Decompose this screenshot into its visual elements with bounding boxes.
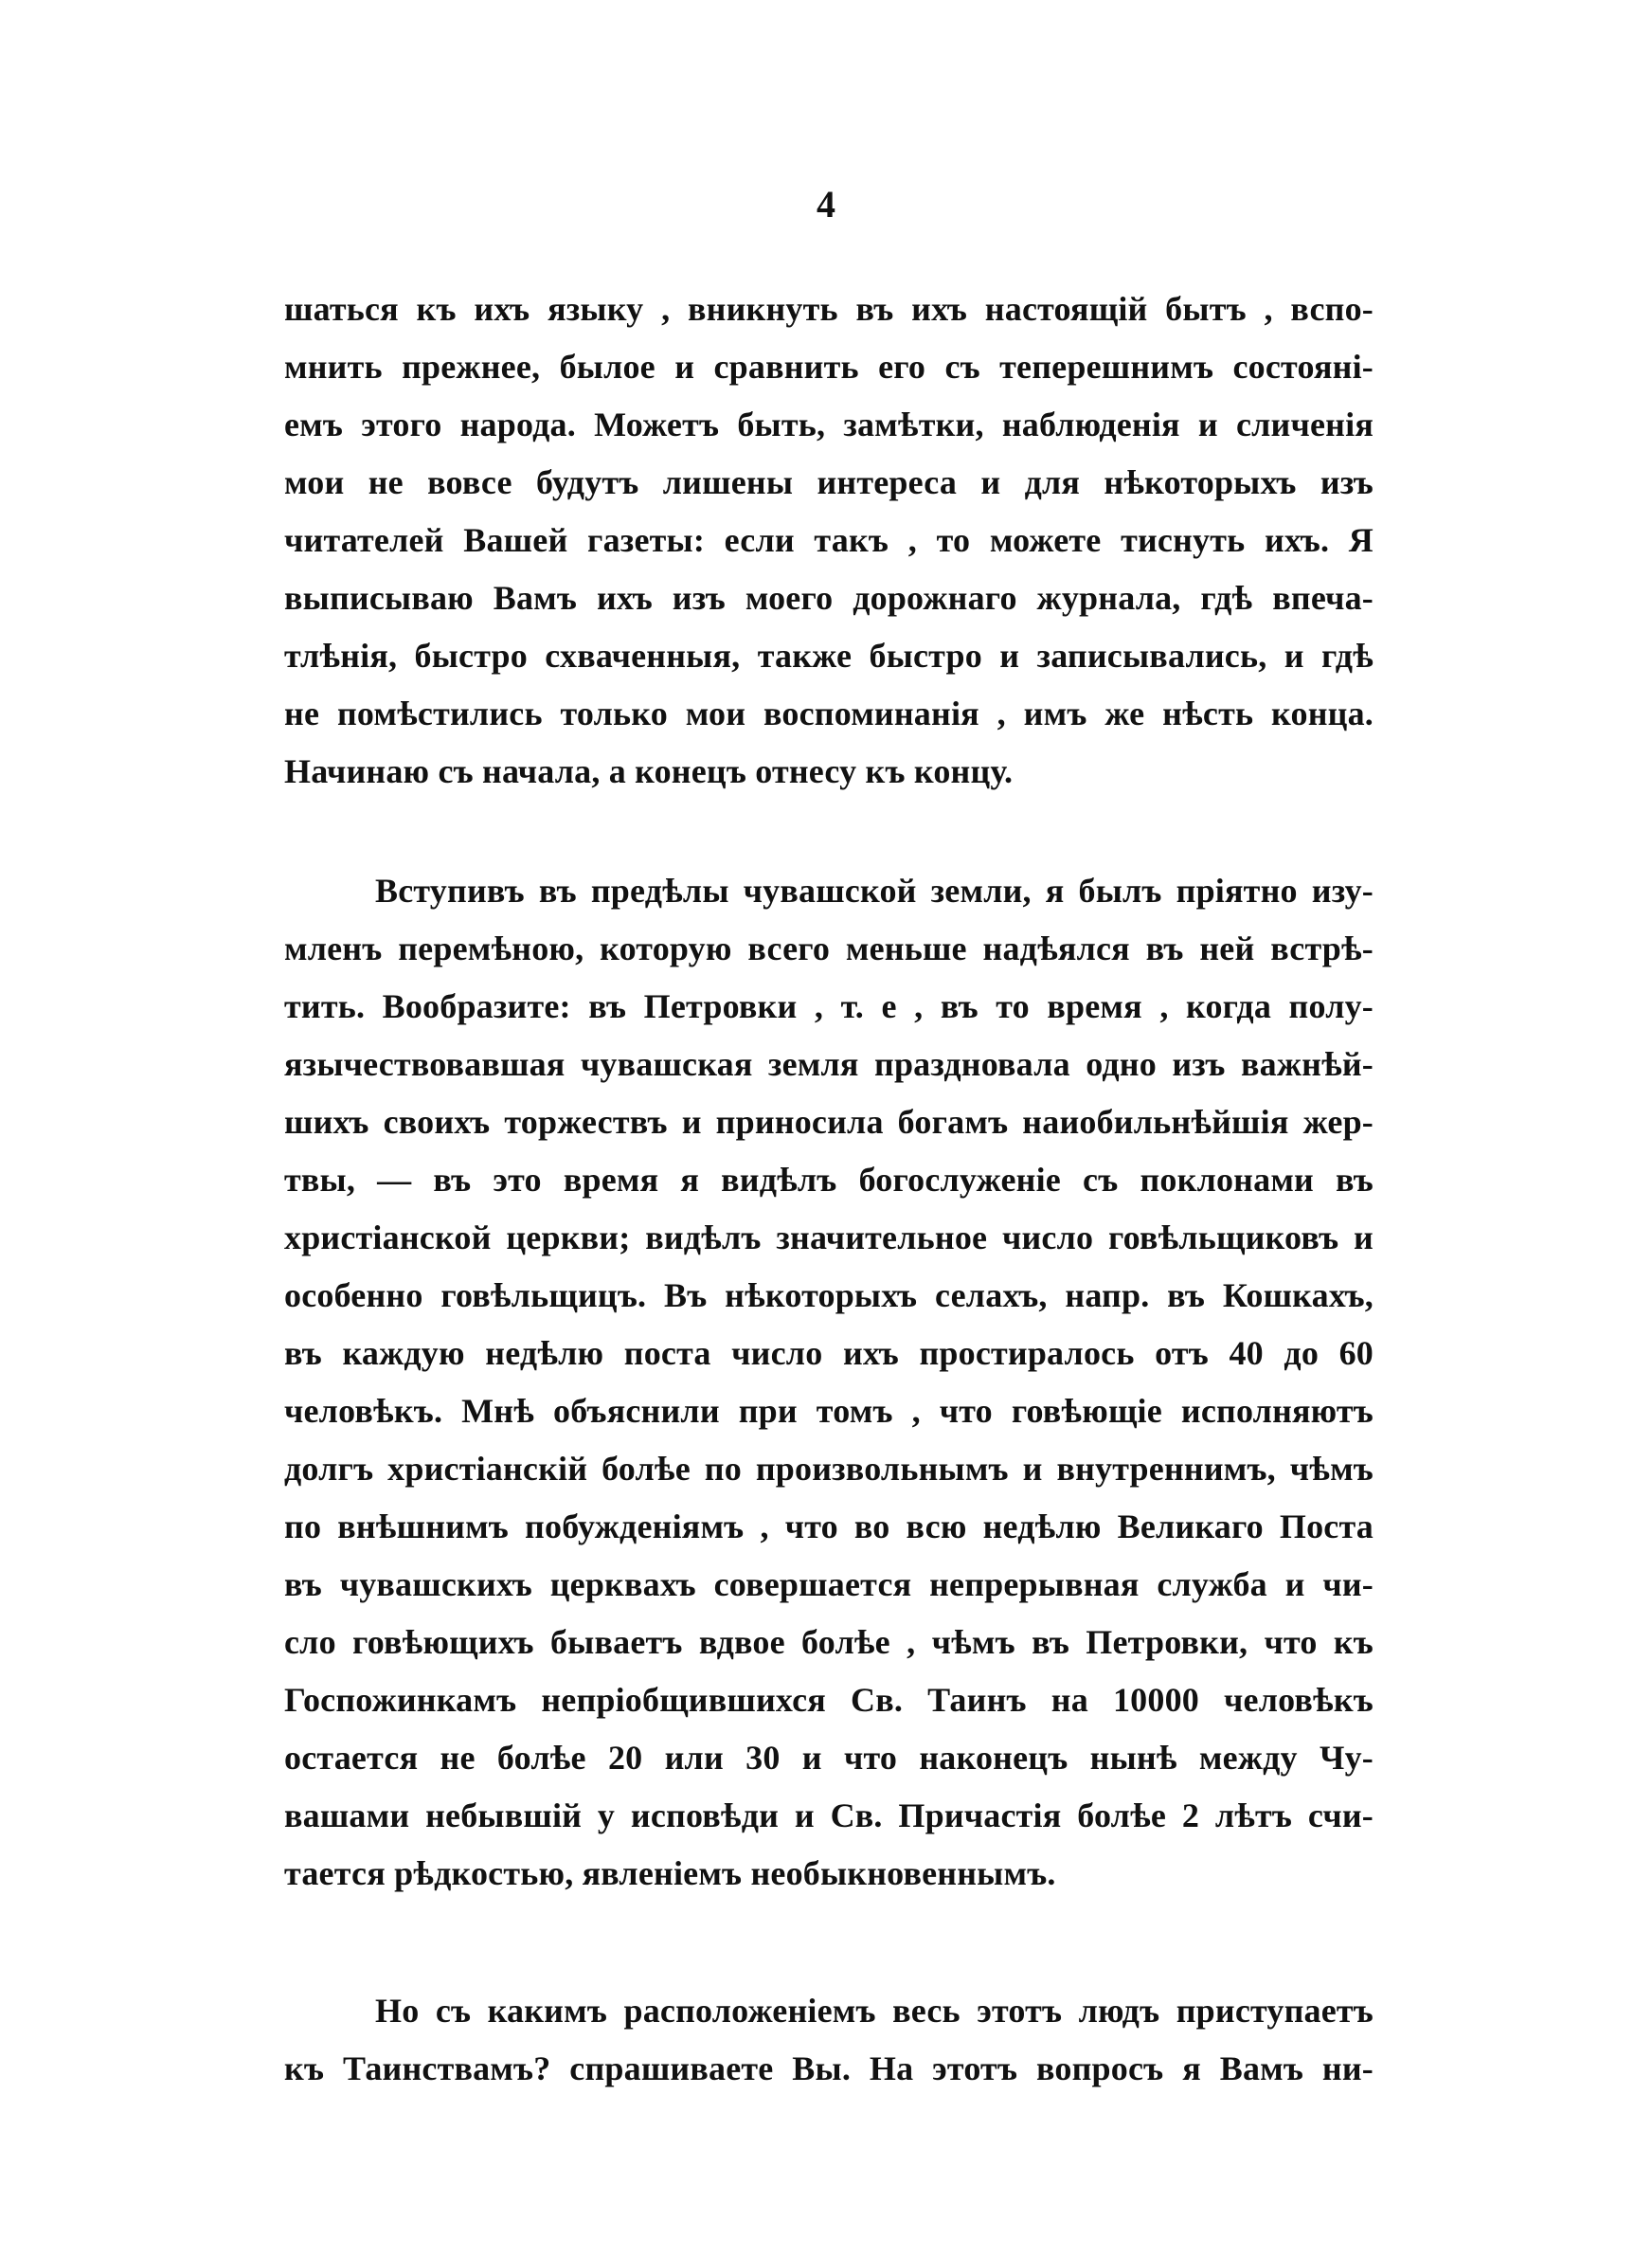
page-number: 4	[817, 183, 835, 226]
text-line: Госпожинкамъ непріобщившихся Св. Таинъ на 10000 человѣкъ	[284, 1681, 1374, 1719]
text-line: Вступивъ въ предѣлы чувашской земли, я былъ пріятно изу-	[375, 872, 1374, 910]
text-line: по внѣшнимъ побужденіямъ , что во всю недѣлю Великаго Поста	[284, 1508, 1374, 1545]
text-line: къ Таинствамъ? спрашиваете Вы. На этотъ вопросъ я Вамъ ни-	[284, 2049, 1374, 2087]
text-line: мнить прежнее, былое и сравнить его съ теперешнимъ состояні-	[284, 348, 1374, 386]
text-line: шаться къ ихъ языку , вникнуть въ ихъ настоящій бытъ , вспо-	[284, 290, 1374, 328]
text-line: язычествовавшая чувашская земля праздновала одно изъ важнѣй-	[284, 1045, 1374, 1083]
text-line: христіанской церкви; видѣлъ значительное число говѣльщиковъ и	[284, 1219, 1374, 1256]
text-line: сло говѣющихъ бываетъ вдвое болѣе , чѣмъ въ Петровки, что къ	[284, 1623, 1374, 1661]
text-line: человѣкъ. Мнѣ объяснили при томъ , что говѣющіе исполняютъ	[284, 1392, 1374, 1430]
text-line: долгъ христіанскій болѣе по произвольнымъ и внутреннимъ, чѣмъ	[284, 1450, 1374, 1488]
text-line: тается рѣдкостью, явленіемъ необыкновеннымъ.	[284, 1854, 1056, 1892]
text-line: читателей Вашей газеты: если такъ , то можете тиснуть ихъ. Я	[284, 521, 1374, 559]
text-line: мленъ перемѣною, которую всего меньше надѣялся въ ней встрѣ-	[284, 930, 1374, 967]
text-line: въ каждую недѣлю поста число ихъ простиралось отъ 40 до 60	[284, 1334, 1374, 1372]
text-line: вашами небывшій у исповѣди и Св. Причастія болѣе 2 лѣтъ счи-	[284, 1797, 1374, 1834]
paragraph-3	[284, 1982, 1374, 2098]
paragraph-1	[284, 280, 1374, 801]
text-line: Начинаю съ начала, а конецъ отнесу къ концу.	[284, 752, 1014, 790]
text-line: тить. Вообразите: въ Петровки , т. е , въ то время , когда полу-	[284, 987, 1374, 1025]
text-line: въ чувашскихъ церквахъ совершается непрерывная служба и чи-	[284, 1565, 1374, 1603]
text-line: шихъ своихъ торжествъ и приносила богамъ наиобильнѣйшія жер-	[284, 1103, 1374, 1141]
text-line: твы, — въ это время я видѣлъ богослуженіе съ поклонами въ	[284, 1161, 1374, 1199]
text-line: мои не вовсе будутъ лишены интереса и для нѣкоторыхъ изъ	[284, 463, 1374, 501]
text-line: остается не болѣе 20 или 30 и что наконецъ нынѣ между Чу-	[284, 1739, 1374, 1777]
text-line: выписываю Вамъ ихъ изъ моего дорожнаго журнала, гдѣ впеча-	[284, 579, 1374, 617]
text-line: емъ этого народа. Можетъ быть, замѣтки, наблюденія и сличенія	[284, 406, 1374, 443]
paragraph-2	[284, 862, 1374, 1903]
text-line: не помѣстились только мои воспоминанія , имъ же нѣсть конца.	[284, 695, 1374, 732]
text-line: тлѣнія, быстро схваченныя, также быстро и записывались, и гдѣ	[284, 637, 1374, 675]
text-line: Но съ какимъ расположеніемъ весь этотъ людъ приступаетъ	[375, 1992, 1374, 2030]
text-line: особенно говѣльщицъ. Въ нѣкоторыхъ селахъ, напр. въ Кошкахъ,	[284, 1276, 1374, 1314]
